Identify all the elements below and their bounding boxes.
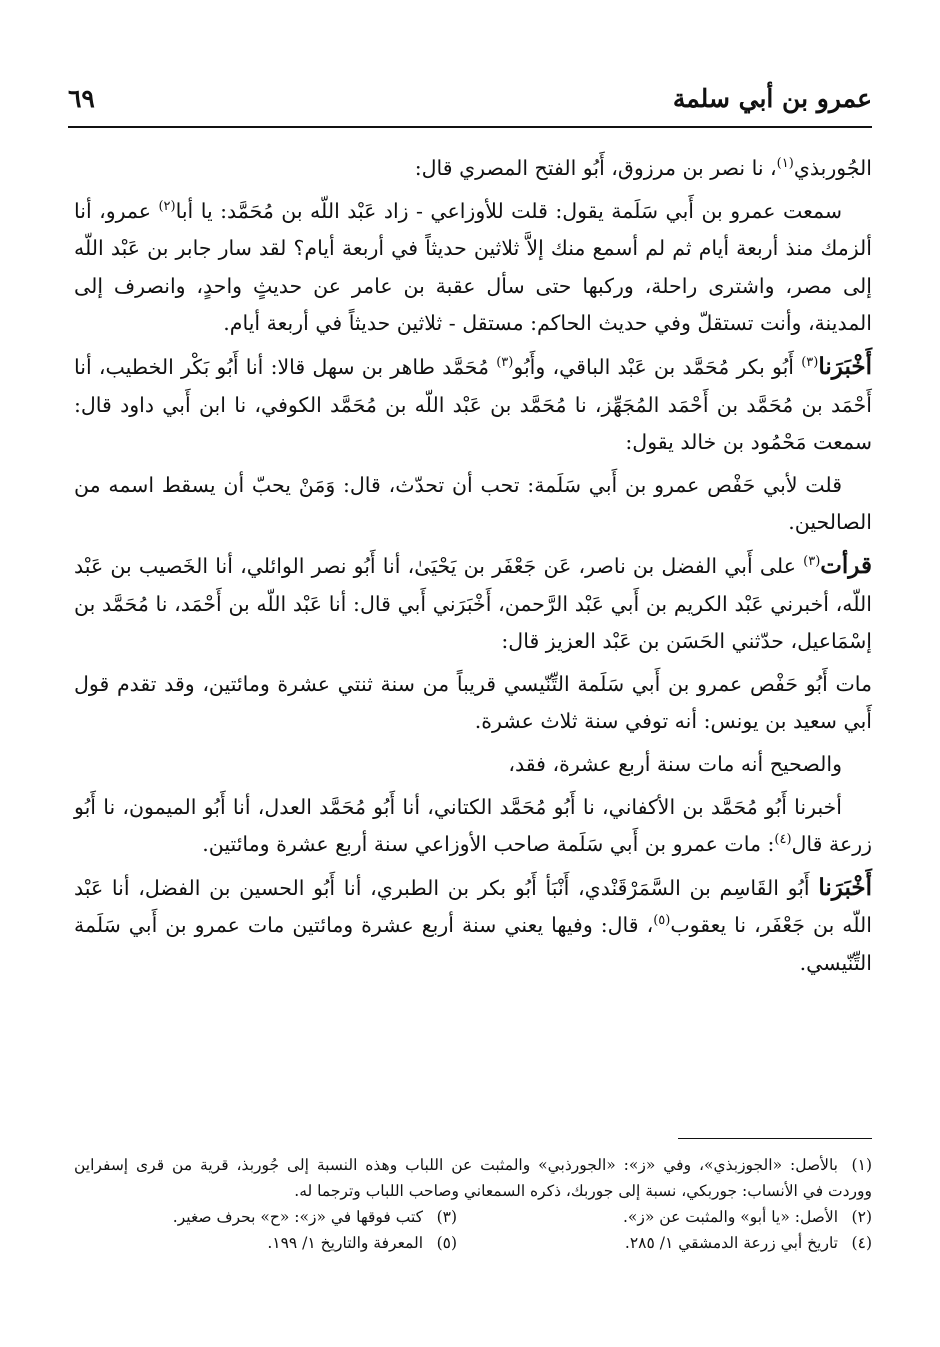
paragraph-5 bbox=[74, 547, 872, 661]
footnote-ref: (٣) bbox=[801, 355, 819, 371]
text-run: ، نا نصر بن مرزوق، أَبُو الفتح المصري قال: bbox=[414, 156, 777, 180]
footnote-text: الأصل: «يا أبو» والمثبت عن «ز». bbox=[622, 1208, 838, 1226]
footnote-number: (٢) bbox=[851, 1208, 872, 1226]
footnote-ref: (٢) bbox=[158, 198, 176, 214]
footnote-row bbox=[74, 1204, 872, 1230]
paragraph-1 bbox=[74, 150, 872, 188]
footnote-5 bbox=[42, 1230, 457, 1256]
text-run: على أَبي الفضل بن ناصر، عَن جَعْفَر بن يَحْيَىٰ، أنا أَبُو نصر الوائلي، أنا الخَصيب بن عَبْد اللّه، أخبرني عَبْد الكريم بن أَبي عَبْد الرَّحمن، أَخْبَرَني أَبي قال: أنا عَبْد اللّه بن أَحْمَد، نا مُحَمَّد بن إسْمَاعيل، حدّثني الحَسَن بن عَبْد العزيز قال: bbox=[74, 553, 872, 654]
text-run: عمرو، أنا ألزمك منذ أربعة أيام ثم لم أسمع منك إلاَّ ثلاثين حديثاً في أربعة أيام؟ لقد سار جابر بن عَبْد اللّه إلى مصر، واشترى راحلة، وركبها حتى سأل عقبة بن عامر عن حديثٍ واحدٍ، وانصرف إلى المدينة، وأنت تستقلّ وفي حديث الحاكم: مستقل - ثلاثين حديثاً في أربعة أيام. bbox=[74, 198, 872, 336]
footnote-3 bbox=[42, 1204, 457, 1230]
footnote-text: المعرفة والتاريخ ١/ ١٩٩. bbox=[267, 1234, 424, 1252]
footnote-ref: (٣) bbox=[496, 355, 514, 371]
text-run: مات أَبُو حَفْص عمرو بن أَبي سَلَمة التِّنّيسي قريباً من سنة ثنتي عشرة ومائتين، وقد تقدم قول أَبي سعيد بن يونس: أنه توفي سنة ثلاث عشرة. bbox=[74, 671, 872, 734]
paragraph-9 bbox=[74, 869, 872, 983]
text-run: أَبُو بكر مُحَمَّد بن عَبْد الباقي، وأَبُو bbox=[513, 354, 802, 379]
text-run: قلت لأبي حَفْص عمرو بن أَبي سَلَمة: تحب أن تحدّث، قال: وَمَنْ يحبّ أن يسقط اسمه من الصالحين. bbox=[74, 472, 872, 535]
footnote-number: (٣) bbox=[436, 1208, 458, 1226]
footnote-number: (١) bbox=[851, 1156, 872, 1174]
footnote-ref: (٥) bbox=[653, 913, 671, 929]
footnote-row bbox=[74, 1230, 872, 1256]
page-header bbox=[68, 84, 872, 118]
footnote-ref: (٤) bbox=[774, 832, 792, 848]
footnotes bbox=[74, 1152, 872, 1256]
footnote-ref: (١) bbox=[776, 156, 794, 172]
lead-word: قرأت bbox=[820, 551, 872, 579]
text-run: سمعت عمرو بن أَبي سَلَمة يقول: قلت للأوزاعي - زاد عَبْد اللّه بن مُحَمَّد: يا أبا bbox=[175, 198, 843, 223]
paragraph-8 bbox=[74, 789, 872, 864]
footnote-ref: (٣) bbox=[803, 554, 821, 570]
paragraph-3 bbox=[74, 348, 872, 462]
paragraph-2 bbox=[74, 193, 872, 343]
text-run: والصحيح أنه مات سنة أربع عشرة، فقد، bbox=[508, 751, 842, 776]
text-run: ، قال: وفيها يعني سنة أربع عشرة ومائتين مات عمرو بن أَبي سَلَمة التِّنّيسي. bbox=[74, 913, 872, 975]
text-run: أَبُو القَاسِم بن السَّمَرْقَنْدي، أَنْبَأ أَبُو بكر بن الطبري، أنا أَبُو الحسين بن الفضل، أنا عَبْد اللّه بن جَعْفَر، نا يعقوب bbox=[74, 875, 872, 938]
footnote-rule bbox=[678, 1138, 872, 1139]
lead-word: أَخْبَرَنا bbox=[818, 352, 873, 380]
text-run: مُحَمَّد طاهر بن سهل قالا: أنا أَبُو بَكْر الخطيب، أنا أَحْمَد بن مُحَمَّد بن أَحْمَد المُجَهِّز، نا مُحَمَّد بن عَبْد اللّه بن مُحَمَّد الكوفي، نا ابن أَبي داود قال: سمعت مَحْمُود بن خالد يقول: bbox=[74, 354, 872, 455]
footnote-text: بالأصل: «الجوزبذي»، وفي «ز»: «الجورذبي» والمثبت عن اللباب وهذه النسبة إلى جُوربذ، قرية من قرى إسفراين ووردت في الأنساب: جوربكي، نسبة إلى جوربك، ذكره السمعاني وصاحب اللباب وترجما له. bbox=[74, 1156, 872, 1200]
footnote-4 bbox=[457, 1230, 872, 1256]
footnote-text: كتب فوقها في «ز»: «ح» بحرف صغير. bbox=[172, 1208, 424, 1226]
footnote-2 bbox=[457, 1204, 872, 1230]
text-run: الجُوربذي bbox=[793, 156, 872, 180]
footnote-number: (٤) bbox=[851, 1234, 872, 1252]
paragraph-6 bbox=[74, 666, 872, 741]
header-rule bbox=[68, 126, 872, 128]
footnote-1 bbox=[74, 1152, 872, 1204]
page-number: ٦٩ bbox=[68, 84, 95, 113]
paragraph-7 bbox=[74, 746, 872, 784]
lead-word: أَخْبَرَنا bbox=[818, 873, 872, 901]
footnote-number: (٥) bbox=[436, 1234, 458, 1252]
footnote-text: تاريخ أبي زرعة الدمشقي ١/ ٢٨٥. bbox=[624, 1234, 838, 1252]
running-title: عمرو بن أبي سلمة bbox=[672, 84, 872, 113]
text-run: : مات عمرو بن أَبي سَلَمة صاحب الأوزاعي سنة أربع عشرة ومائتين. bbox=[202, 832, 775, 857]
paragraph-4 bbox=[74, 467, 872, 542]
text-run: أخبرنا أَبُو مُحَمَّد بن الأكفاني، نا أَبُو مُحَمَّد الكتاني، أنا أَبُو مُحَمَّد العدل، أنا أَبُو الميمون، نا أَبُو زرعة قال bbox=[74, 794, 872, 857]
main-text bbox=[74, 150, 872, 987]
